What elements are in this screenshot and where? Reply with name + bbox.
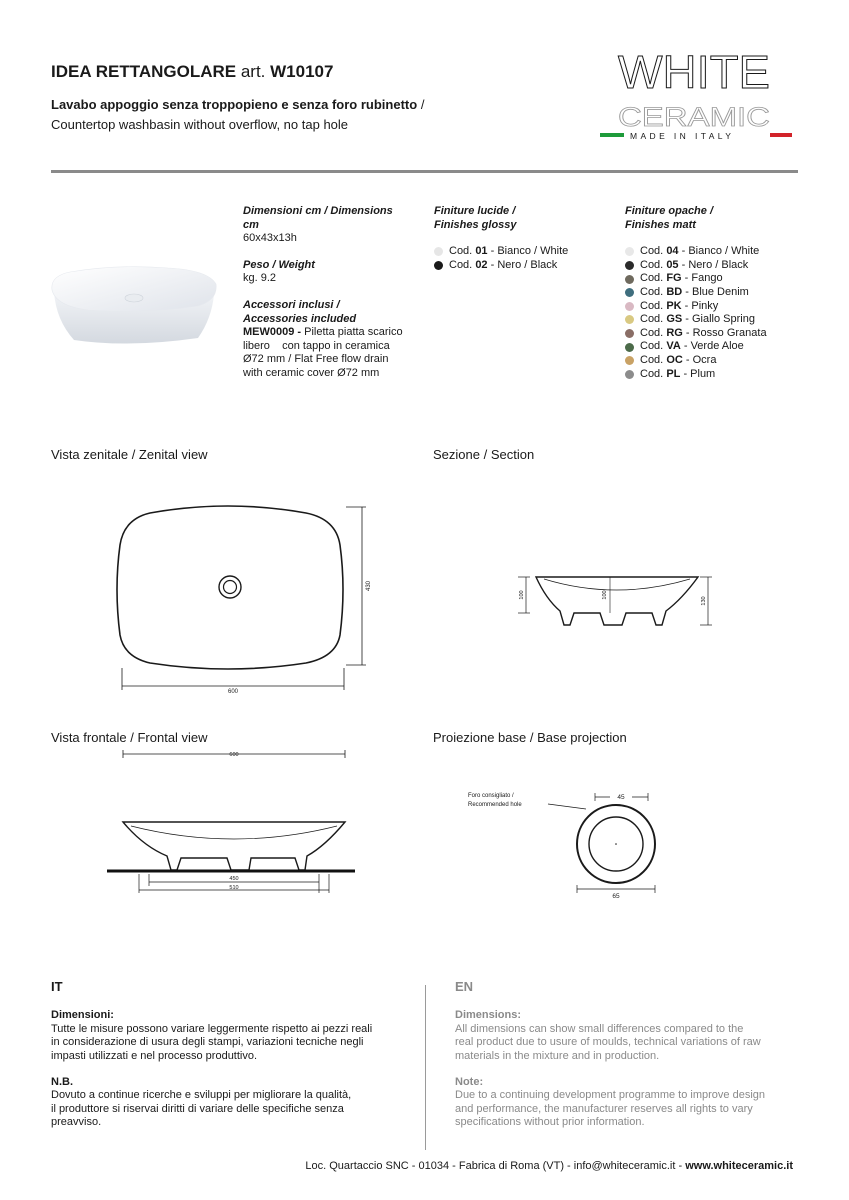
notes-en-note-head: Note:: [455, 1076, 484, 1089]
finishes-matt: [625, 205, 825, 381]
logo-word-white: WHITE: [618, 48, 770, 98]
zenital-view-title: Vista zenitale / Zenital view: [51, 447, 208, 462]
finish-code: 01: [475, 245, 488, 258]
finishes-matt-title: Finiture opache / Finishes matt: [625, 205, 714, 231]
finish-name: - Bianco / White: [490, 245, 569, 258]
finish-name: - Nero / Black: [681, 258, 749, 271]
base-view-title: Proiezione base / Base projection: [433, 730, 627, 745]
zenital-view-drawing: [110, 495, 390, 700]
finish-name: - Fango: [684, 272, 723, 285]
finish-swatch-icon: [434, 247, 443, 256]
finish-name: - Plum: [683, 367, 716, 380]
finish-item: [625, 286, 825, 300]
subtitle-separator: /: [420, 97, 425, 112]
notes-it-dimensions-text: Tutte le misure possono variare leggermente rispetto ai pezzi reali in considerazione di usura degli stampi, variazioni tecniche negli impasti utilizzati e nel processo produttivo.: [51, 1022, 373, 1062]
hole-label-en: Recommended hole: [468, 802, 522, 808]
washbasin-photo: [48, 258, 218, 348]
finish-name: - Giallo Spring: [685, 313, 755, 326]
subtitle-it: Lavabo appoggio senza troppopieno e senza foro rubinetto: [51, 97, 418, 112]
finishes-glossy: [434, 205, 609, 272]
notes-it: [51, 980, 396, 1130]
finish-swatch-icon: [625, 261, 634, 270]
finish-name: - Rosso Granata: [685, 326, 767, 339]
notes-it-nb-head: N.B.: [51, 1076, 73, 1089]
finish-code: BD: [666, 285, 683, 298]
dimensions-value: 60x43x13h: [243, 232, 297, 245]
finish-prefix: Cod.: [449, 245, 473, 258]
weight-value: kg. 9.2: [243, 272, 277, 285]
finish-swatch-icon: [434, 261, 443, 270]
base-dim-bottom: 65: [612, 893, 620, 900]
finish-prefix: Cod.: [449, 258, 473, 271]
product-code: W10107: [270, 62, 334, 81]
finish-swatch-icon: [625, 247, 634, 256]
frontal-view-drawing: [105, 748, 370, 896]
notes-it-lang: IT: [51, 979, 63, 994]
finish-swatch-icon: [625, 329, 634, 338]
frontal-dim-top: 600: [229, 752, 239, 758]
finish-swatch-icon: [625, 315, 634, 324]
finishes-glossy-title: Finiture lucide / Finishes glossy: [434, 205, 517, 231]
finish-item: [625, 259, 825, 273]
finish-prefix: Cod.: [640, 313, 664, 326]
finish-item: [625, 313, 825, 327]
finish-swatch-icon: [625, 343, 634, 352]
logo-word-ceramic: CERAMIC: [618, 102, 770, 132]
finish-code: FG: [666, 272, 682, 285]
section-dim-center: 100: [602, 590, 608, 600]
finish-name: - Bianco / White: [681, 245, 760, 258]
finish-swatch-icon: [625, 370, 634, 379]
notes-en-lang: EN: [455, 979, 474, 994]
notes-it-dimensions-head: Dimensioni:: [51, 1009, 114, 1022]
finish-code: 02: [475, 258, 488, 271]
finish-name: - Verde Aloe: [683, 340, 744, 353]
logo-green-bar: [600, 133, 624, 137]
finish-code: RG: [666, 326, 683, 339]
finish-name: - Pinky: [684, 299, 719, 312]
section-view-title: Sezione / Section: [433, 447, 535, 462]
subtitle-en: Countertop washbasin without overflow, no tap hole: [51, 117, 349, 132]
finish-prefix: Cod.: [640, 258, 664, 271]
brand-logo: [598, 48, 798, 148]
accessory-code: MEW0009 -: [243, 326, 302, 339]
logo-red-bar: [770, 133, 792, 137]
finish-item: [625, 272, 825, 286]
notes-en: [455, 980, 800, 1130]
finish-prefix: Cod.: [640, 272, 664, 285]
notes-en-dimensions-head: Dimensions:: [455, 1009, 522, 1022]
finishes-glossy-list: [434, 245, 609, 272]
notes-en-dimensions-text: All dimensions can show small differences compared to the real product due to usure of moulds, technical variations of raw materials in the mixture and in production.: [455, 1022, 761, 1062]
art-label: art.: [240, 62, 266, 81]
frontal-view-title: Vista frontale / Frontal view: [51, 730, 208, 745]
zenital-width-dimension: 600: [227, 689, 239, 695]
finish-prefix: Cod.: [640, 353, 664, 366]
finish-code: 05: [666, 258, 679, 271]
product-subtitle: [51, 95, 424, 135]
finish-prefix: Cod.: [640, 340, 664, 353]
finish-item: [625, 354, 825, 368]
frontal-dim-outer: 510: [229, 885, 239, 891]
finish-item: [434, 259, 609, 273]
page-footer: [305, 1160, 793, 1172]
finish-prefix: Cod.: [640, 367, 664, 380]
footer-address: Loc. Quartaccio SNC - 01034 - Fabrica di Roma (VT) - info@whiteceramic.it -: [305, 1160, 683, 1172]
frontal-dim-inner: 450: [229, 876, 239, 882]
finish-swatch-icon: [625, 275, 634, 284]
notes-divider: [425, 985, 426, 1150]
finish-name: - Ocra: [685, 353, 717, 366]
finishes-matt-list: [625, 245, 825, 381]
finish-swatch-icon: [625, 356, 634, 365]
section-dim-right: 130: [701, 596, 707, 606]
finish-swatch-icon: [625, 288, 634, 297]
finish-prefix: Cod.: [640, 285, 664, 298]
finish-item: [434, 245, 609, 259]
footer-website-link[interactable]: www.whiteceramic.it: [685, 1160, 793, 1172]
weight-label: Peso / Weight: [243, 258, 315, 271]
finish-code: VA: [666, 340, 681, 353]
finish-item: [625, 300, 825, 314]
hole-label-it: Foro consigliato /: [468, 793, 514, 799]
finish-code: PL: [666, 367, 681, 380]
finish-code: PK: [666, 299, 682, 312]
finish-name: - Nero / Black: [490, 258, 558, 271]
finish-prefix: Cod.: [640, 326, 664, 339]
accessory-description: MEW0009 - Piletta piatta scarico libero con tappo in ceramica Ø72 mm / Flat Free flow drain with ceramic cover Ø72 mm: [243, 326, 403, 379]
finish-code: OC: [666, 353, 683, 366]
base-projection-drawing: [460, 785, 680, 905]
finish-code: 04: [666, 245, 679, 258]
finish-prefix: Cod.: [640, 245, 664, 258]
logo-tagline: MADE IN ITALY: [630, 131, 735, 141]
notes-en-note-text: Due to a continuing development programme to improve design and performance, the manufacturer reserves all rights to vary specifications without prior information.: [455, 1089, 766, 1129]
section-dim-left: 100: [519, 590, 525, 600]
product-title: [51, 62, 333, 82]
base-dim-top: 45: [617, 794, 625, 801]
finish-item: [625, 245, 825, 259]
notes-it-nb-text: Dovuto a continue ricerche e sviluppi per migliorare la qualità, il produttore si riservai diritti di variare delle specifiche senza preavviso.: [51, 1089, 352, 1129]
accessories-label: Accessori inclusi / Accessories included: [243, 298, 357, 325]
finish-item: [625, 340, 825, 354]
finish-name: - Blue Denim: [685, 285, 749, 298]
finish-prefix: Cod.: [640, 299, 664, 312]
specs-column: [243, 205, 413, 381]
section-view-drawing: [508, 565, 718, 635]
finish-item: [625, 327, 825, 341]
product-name: IDEA RETTANGOLARE: [51, 62, 237, 81]
finish-item: [625, 368, 825, 382]
zenital-depth-dimension: 430: [366, 580, 372, 592]
finish-code: GS: [666, 313, 683, 326]
header-divider: [51, 170, 798, 173]
dimensions-label: Dimensioni cm / Dimensions cm: [243, 205, 393, 231]
finish-swatch-icon: [625, 302, 634, 311]
